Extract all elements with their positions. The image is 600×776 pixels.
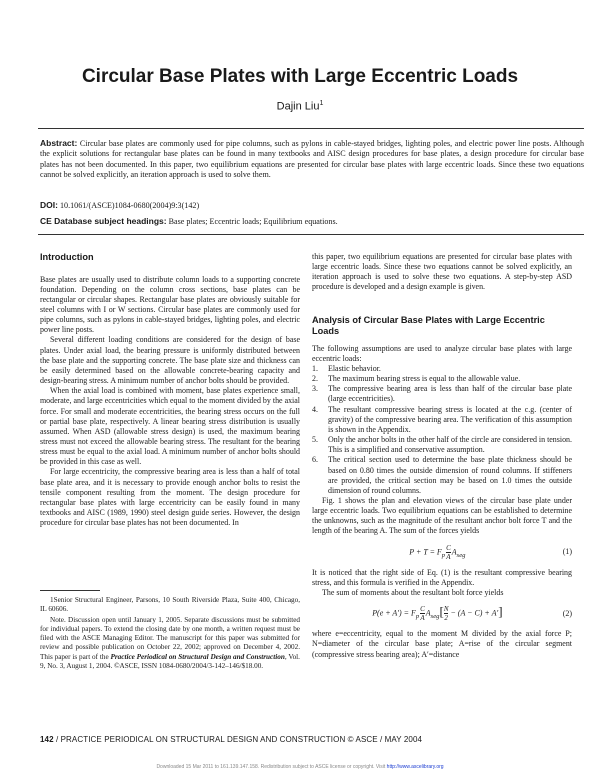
list-item: 1. Elastic behavior. — [312, 363, 381, 373]
page-number: 142 — [40, 735, 54, 744]
equation-1: $P + T = F_p$ $\frac{C}{A}$ $A_{seg}$ (1) — [409, 543, 572, 561]
intro-paragraph-3: When the axial load is combined with moment, base plates experience small, moderate, and large eccentricities which equal to the moment divided by the axial force. For small and moderate eccentricities, the bearing stress occurs on the full or partial base plate, respectively. A linear bearing stress distribution is usually assumed. When ASD (allowable stress design) is used, the maximum bearing stress must not exceed the allowable bearing stress. The resultant for the bearing stress must be equal to the axial load. A minimum number of anchor bolts should be provided in this case as well. — [40, 386, 300, 467]
equation-2: $P(e + A') = F_p$ $\frac{C}{A}$ $A_{seg}$[ $\frac{N}{2}$ − (A − C) + A′] (2) — [372, 603, 572, 623]
right-column — [312, 252, 572, 660]
ascelibrary-link[interactable]: http://www.ascelibrary.org — [386, 764, 444, 770]
discussion-note: Note. Discussion open until January 1, 2005. Separate discussions must be submitted for individual papers. To extend the closing date by one month, a written request must be filed with the ASCE Managing Editor. The manuscript for this paper was submitted for review and possible publication on October 22, 2002; approved on December 4, 2002. This paper is part of the Practice Periodical on Structural Design and Construction, Vol. 9, No. 3, August 1, 2004. ©ASCE, ISSN 1084-0680/2004/3-142–146/$18.00. — [40, 615, 300, 671]
list-item: 5. Only the anchor bolts in the other half of the circle are considered in tension. This is a simplified and conservative assumption. — [312, 435, 572, 455]
left-column — [40, 252, 300, 528]
assumptions-lead: The following assumptions are used to analyze circular base plates with large eccentric loads: — [312, 343, 572, 363]
list-item: 3. The compressive bearing area is less than half of the circular base plate (large eccentricities). — [312, 384, 572, 404]
equation-1-remark: It is noticed that the right side of Eq. (1) is the resultant compressive bearing stress, and this formula is verified in the Appendix. — [312, 567, 572, 587]
intro-paragraph-4: For large eccentricity, the compressive bearing area is less than a half of total base plate area, and it is necessary to provide enough anchor bolts to resist the tensile component resulting from the moment. The design procedure for rectangular base plates with large eccentricity can be easily found in many textbooks and AISC (1989, 1990) steel design guide series. However, the design procedure for circular base plates has not been documented. In — [40, 467, 300, 528]
author-affiliation: 1Senior Structural Engineer, Parsons, 10 South Riverside Plaza, Suite 400, Chicago, IL 60606. — [40, 596, 300, 614]
doi-value[interactable]: 10.1061/(ASCE)1084-0680(2004)9:3(142) — [59, 201, 200, 210]
footnote-rule — [40, 590, 100, 591]
download-notice: Downloaded 15 Mar 2011 to 161.139.147.158. Redistribution subject to ASCE license or copyright. Visit http://www.ascelibrary.org — [156, 764, 444, 770]
where-paragraph: where e=eccentricity, equal to the moment M divided by the axial force P; N=diameter of the circular base plate; A=rise of the circular segment (compressive stress bearing area); A′=distance — [312, 629, 572, 659]
footnotes — [40, 596, 300, 672]
intro-paragraph-2: Several different loading conditions are considered for the design of base plates. Under axial load, the bearing pressure is uniformly distributed between the base plate and the supporting concrete. The base plate size and thickness can be easily determined based on the allowable concrete-bearing capacity and design-bearing stress. A minimum number of anchor bolts should be provided. — [40, 335, 300, 386]
subject-headings: CE Database subject headings: Base plates; Eccentric loads; Equilibrium equations. — [40, 216, 338, 226]
list-item: 6. The critical section used to determine the base plate thickness should be based on 0.80 times the outside dimension of round columns. If stiffeners are provided, the critical section may be based on 1.0 times the outside dimension of round columns. — [312, 455, 572, 495]
moment-lead: The sum of moments about the resultant bolt force yields — [322, 587, 504, 597]
top-rule — [38, 128, 584, 129]
intro-paragraph-5: this paper, two equilibrium equations are presented for circular base plates with large eccentric loads. Since these two equations cannot be solved explicitly, an iteration approach is used to solve these two equations. A step-by-step ASD procedure is developed and a design example is given. — [312, 252, 572, 292]
paper-title: Circular Base Plates with Large Eccentric Loads — [81, 66, 519, 87]
doi-line: DOI: 10.1061/(ASCE)1084-0680(2004)9:3(142) — [40, 200, 200, 210]
mid-rule — [38, 234, 584, 235]
list-item: 4. The resultant compressive bearing stress is located at the c.g. (center of gravity) of the compressive bearing area. The verification of this assumption is shown in the Appendix. — [312, 404, 572, 434]
intro-heading: Introduction — [40, 252, 94, 262]
abstract-label: Abstract: — [40, 138, 78, 148]
list-item: 2. The maximum bearing stress is equal to the allowable value. — [312, 374, 521, 384]
figure-paragraph: Fig. 1 shows the plan and elevation views of the circular base plate under large eccentric loads. Two equilibrium equations can be established to determine the unknowns, such as the magnitude of the resultant anchor bolt force T and the length of the bearing A. The sum of the forces yields — [312, 495, 572, 536]
analysis-heading: Analysis of Circular Base Plates with Large Eccentric Loads — [312, 314, 545, 337]
assumptions-list — [312, 364, 572, 496]
intro-paragraph-1: Base plates are usually used to distribute column loads to a supporting concrete foundation. Depending on the column cross sections, base plates can be rectangular or circular shapes. Rectangular base plates are obviously suitable for steel columns with I or W sections. Circular base plates are commonly used for pipe columns, such as pylons in cable-stayed bridges, lighting poles, and electric power line posts. — [40, 274, 300, 335]
abstract-text: Circular base plates are commonly used for pipe columns, such as pylons in cable-stayed bridges, lighting poles, and electric power line posts. Although the explicit solutions for rectangular base plates can be found in many textbooks and AISC design procedures for base plates, a design procedure for circular base plates has not been documented. In this paper, two equilibrium equations are presented for circular base plates with large eccentric loads. Since these two equations cannot be solved explicitly, an iteration approach is used to solve them. — [40, 139, 584, 180]
page-footer: 142 / PRACTICE PERIODICAL ON STRUCTURAL DESIGN AND CONSTRUCTION © ASCE / MAY 2004 — [40, 735, 423, 744]
author-name: Dajin Liu$^1$ — [276, 100, 324, 113]
abstract — [40, 138, 584, 181]
